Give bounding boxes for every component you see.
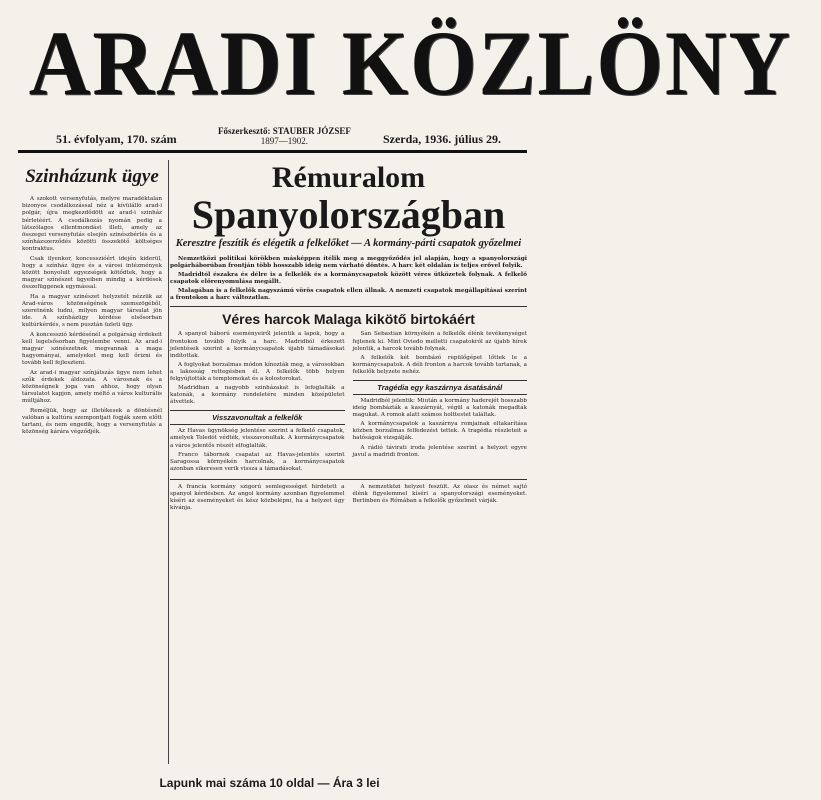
second-headline: Véres harcok Malaga kikötő birtokáért bbox=[222, 311, 475, 328]
article-paragraph: Madridban a nagyobb szinházakat is lefoglalták a katonák, a kormány rendeletére minden középületet átvettek. bbox=[170, 385, 345, 406]
article-paragraph: A rádió távirati iroda jelentése szerint a helyzet egyre javul a madridi fronton. bbox=[352, 444, 527, 458]
second-article-col-1 bbox=[170, 331, 345, 475]
article-paragraph: Az Havas ügynökség jelentése szerint a felkelő csapatok, amelyek Toledót védték, visszavonultak. A kormánycsapatok a város jelentős részét elfoglalták. bbox=[170, 428, 345, 449]
divider bbox=[170, 306, 527, 307]
section-subtitle: Visszavonultak a felkelők bbox=[170, 410, 345, 425]
article-paragraph: San Sebastian környékén a felkelők élénk tevékenységet fejtenek ki. Mint Oviedo melletti csapatokról az újabb hírek jelentik, a harcok tovább folynak. bbox=[352, 331, 527, 352]
left-article-paragraph: Reméljük, hogy az illetékesek a döntésnél valóban a kultúra szempontjait fogják szem előtt tartani, és nem engedik, hogy a versenyfutás a közönség kárára végződjék. bbox=[22, 407, 162, 436]
left-article-paragraph: A szokott versenyfutás, melyre maradéktalan bizonyos csodálkozással néz a kívülálló arad-i polgár, újra megkezdődött az arad-i szinház bérletéért. A csodálkozás nyomán pedig a látszólagos ellentmondást illeti, amely az összegei versenyfutás elsején szinészbérlés és a színházszerződés közötti összekötő költséges kontraktus. bbox=[22, 196, 162, 253]
left-article-paragraph: Ha a magyar szinészet helyzetét nézzük az Arad-város közönségének szemszögéből, szeretnénk tudni, milyen magyar társulat jön ide. A színházügy kérdése elsősorban kultúrkérdés, s nem pusztán üzleti ügy. bbox=[22, 293, 162, 329]
masthead bbox=[0, 8, 793, 123]
article-paragraph: A kormánycsapatok a kaszárnya romjainak eltakarítása közben borzalmas felfedezést tettek. A tragédia részleteit a hatóságok vizsgálják. bbox=[352, 421, 527, 442]
article-paragraph: Franco tábornok csapatai az Havas-jelentés szerint Saragossa környékén harcolnak, a kormánycsapatok azonban sikeresen verik vissza a támadásokat. bbox=[170, 451, 345, 472]
issue-info-bar bbox=[18, 124, 527, 153]
left-article-paragraph: Az arad-i magyar színjátszás ügye nem lehet szűk érdekek áldozata. A városnak és a közönségnek joga van ahhoz, hogy olyan társulatot kapjon, amely méltó a város kulturális múltjához. bbox=[22, 369, 162, 405]
article-paragraph: A felkelők két bombázó repülőgépet lőttek le a kormánycsapatok. A déli fronton a harcok tovább tartanak, a felkelők helyzete nehéz. bbox=[352, 354, 527, 375]
main-subheadline: Keresztre feszítik és elégetik a felkelőket — A kormány-párti csapatok győzelmei bbox=[175, 238, 522, 249]
left-article-title: Szinházunk ügye bbox=[25, 166, 159, 187]
editor-years: 1897—1902. bbox=[260, 136, 309, 146]
main-headline-line2: Spanyolországban bbox=[191, 192, 506, 237]
article-paragraph: Madridból jelentik: Miután a kormány haderejét hosszabb ideig bombázták a kaszárnyát, végül a katonák megadták magukat. A romok alatt számos holttestet találtak. bbox=[352, 398, 527, 419]
second-article-columns bbox=[170, 331, 527, 475]
lead-paragraph: Madridtól északra és délre is a felkelők és a kormánycsapatok között véres ütközetek folynak. A felkelő csapatok előrenyomulása megállt. bbox=[170, 271, 527, 286]
issue-date: Szerda, 1936. július 29. bbox=[382, 132, 501, 146]
bottom-paragraph: A nemzetközi helyzet feszült. Az olasz és német sajtó élénk figyelemmel kíséri a spanyolországi eseményeket. Berlinben és Rómában a felkelők győzelmét várják. bbox=[352, 483, 527, 505]
main-headline-line1: Rémuralom bbox=[271, 161, 426, 194]
page-footer: Lapunk mai száma 10 oldal — Ára 3 lei bbox=[159, 776, 380, 790]
editor-name: Főszerkesztő: STAUBER JÓZSEF bbox=[218, 126, 351, 136]
bottom-columns bbox=[170, 484, 527, 512]
article-paragraph: A foglyokat borzalmas módon kínozták meg, a városokban a lakosság rettegésben él. A felkelők több helyen felgyújtották a templomokat és a kolostorokat. bbox=[170, 361, 345, 382]
lead-paragraph: Nemzetközi politikai körökben másképpen ítélik meg a meggyőződés jel alapján, hogy a spanyolországi polgárháborúban frontján több hosszabb ideig nem várható döntés. A harc két oldalán is teljes erővel folyik. bbox=[170, 256, 527, 270]
main-news-section bbox=[170, 158, 527, 764]
second-article-col-2 bbox=[353, 331, 528, 475]
left-article bbox=[22, 160, 169, 764]
section-subtitle: Tragédia egy kaszárnya ásatásánál bbox=[353, 380, 528, 395]
left-article-paragraph: Csak ilyenkor, koncesszióért idején kiderül, hogy a színház ügye és a városi intézmények között bonyolult egyezségek kötődtek, hogy a magyar színészet ügyeiben mindig a kérdések összefüggenek egymással. bbox=[22, 255, 162, 291]
left-article-paragraph: A koncesszió kérdésénél a polgárság érdekeit kell legelsősorban figyelembe venni. Az arad-i magyar szinészetnek megvannak a maga hagyományai, amelyeket meg kell őrizni és tovább kell fejleszteni. bbox=[22, 331, 162, 367]
divider bbox=[170, 479, 527, 480]
bottom-paragraph: A francia kormány szigorú semlegességet hirdetett a spanyol kérdésben. Az angol kormány azonban figyelemmel kíséri az eseményeket és kész közbelépni, ha a helyzet úgy kívánja. bbox=[170, 483, 345, 512]
main-lead bbox=[170, 256, 527, 302]
newspaper-title: ARADI KÖZLÖNY bbox=[28, 12, 793, 114]
article-paragraph: A spanyol háború eseményeiről jelentik a lapok, hogy a frontokon tovább folyik a harc. Madridból érkezett jelentések szerint a kormánycsapatok újabb támadásokat indítottak. bbox=[170, 331, 345, 359]
editor-info bbox=[218, 126, 351, 146]
lead-paragraph: Malagában is a felkelők nagyszámú vörös csapatok ellen állnak. A nemzeti csapatok megállapításai szerint a frontokon a harc változatlan. bbox=[170, 287, 527, 302]
issue-number: 51. évfolyam, 170. szám bbox=[56, 132, 177, 146]
